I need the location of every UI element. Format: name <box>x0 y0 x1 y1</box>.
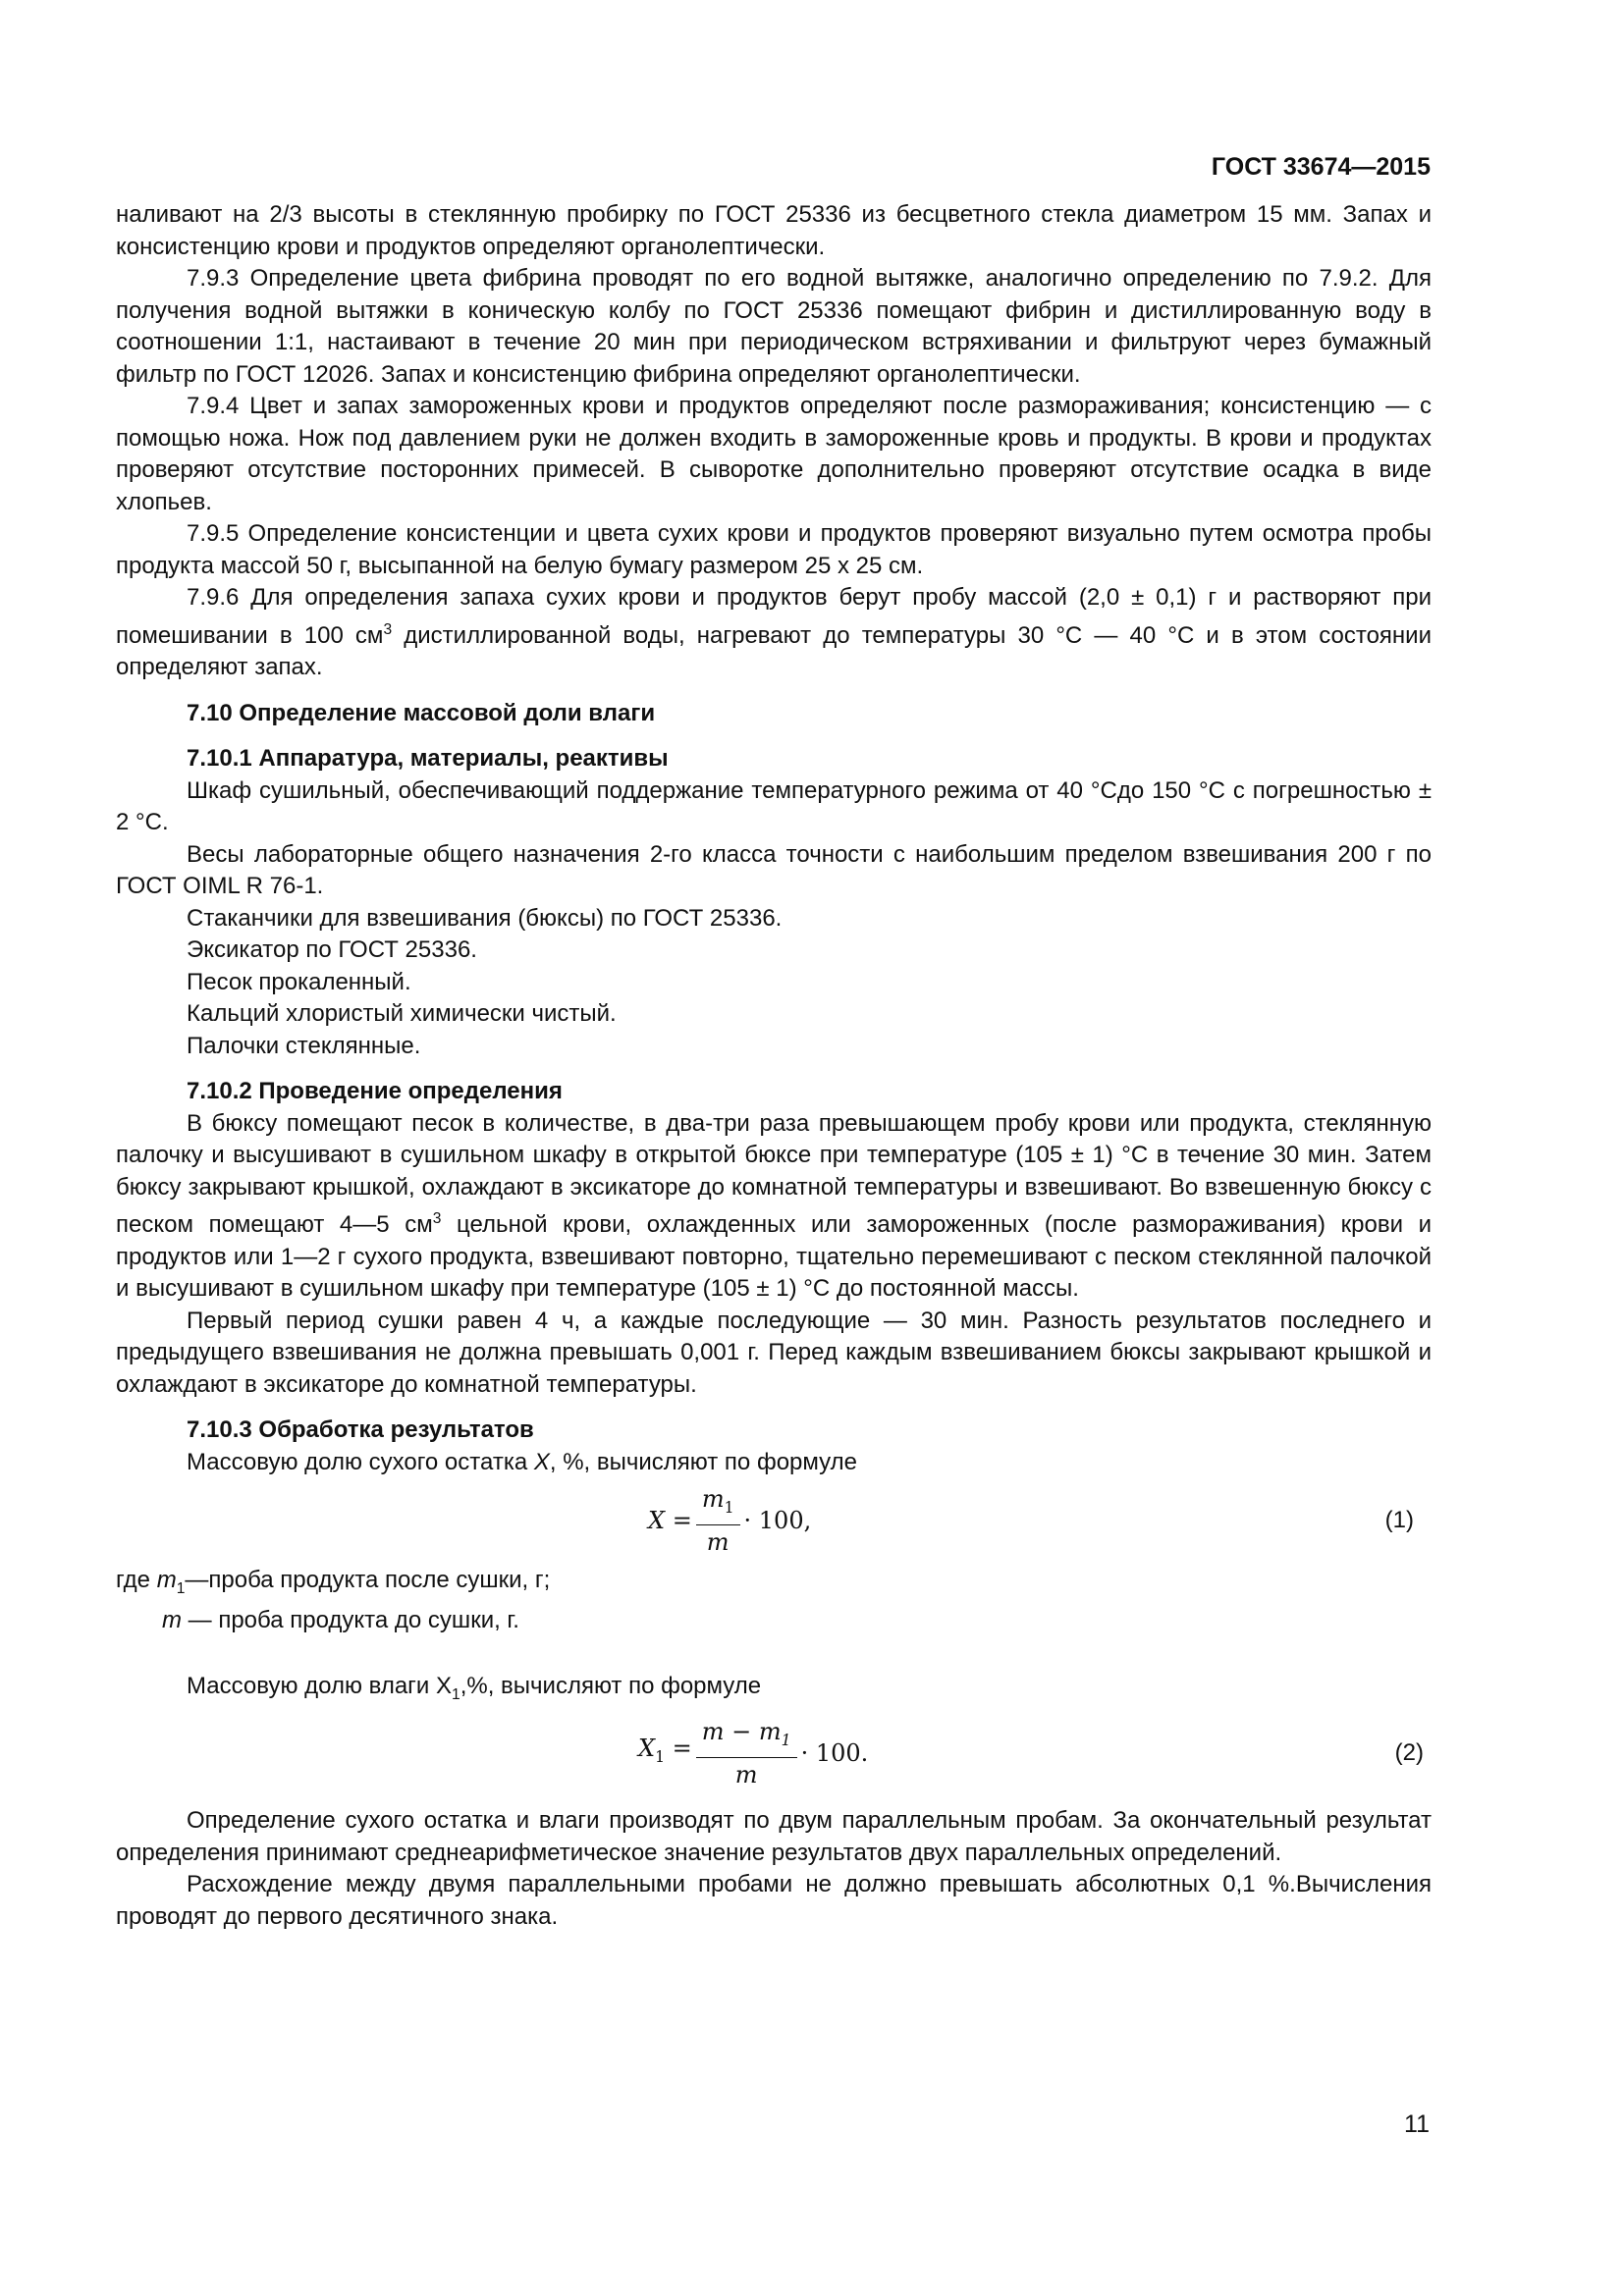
clause-7-9-3: 7.9.3 Определение цвета фибрина проводят по его водной вытяжке, аналогично определению по 7.9.2. Для получения водной вытяжки в коническую колбу по ГОСТ 25336 помещают фибрин и дистиллированную воду в соотношении 1:1, настаивают в течение 20 мин при периодическом встряхивании и фильтруют через бумажный фильтр по ГОСТ 12026. Запах и консистенцию фибрина определяют органолептически. <box>116 265 1432 388</box>
document-body <box>116 199 1432 1933</box>
standard-code-header: ГОСТ 33674—2015 <box>1211 153 1431 181</box>
formula-2-lhs: $X_1$ = <box>638 1735 692 1767</box>
equipment-scales: Весы лабораторные общего назначения 2-го класса точности с наибольшим пределом взвешивания 200 г по ГОСТ OIML R 76-1. <box>116 840 1432 899</box>
clause-7-9-4: 7.9.4 Цвет и запах замороженных крови и продуктов определяют после размораживания; консистенцию — с помощью ножа. Нож под давлением руки не должен входить в замороженные кровь и продукты. В крови и продуктах проверяют отсутствие посторонних примесей. В сыворотке дополнительно проверяют отсутствие осадка в виде хлопьев. <box>116 393 1432 515</box>
formula-1-intro: Массовую долю сухого остатка X, %, вычисляют по формуле <box>187 1448 857 1475</box>
heading-7-10-3: 7.10.3 Обработка результатов <box>187 1416 534 1443</box>
procedure-paragraph: В бюксу помещают песок в количестве, в два-три раза превышающем пробу крови или продукта, стеклянную палочку и высушивают в сушильном шкафу в открытой бюксе при температуре (105 ± 1) °С в течение 30 мин. Затем бюксу закрывают крышкой, охлаждают в эксикаторе до комнатной температуры и взвешивают. Во взвешенную бюксу с песком помещают 4—5 $см^3$ цельной крови, охлажденных или замороженных (после размораживания) крови и продуктов или 1—2 г сухого продукта, взвешивают повторно, тщательно перемешивают с песком стеклянной палочкой и высушивают в сушильном шкафу при температуре (105 ± 1) °С до постоянной массы. <box>116 1109 1432 1302</box>
formula-2-fraction: $\frac{m - m_1}{m}$ <box>696 1717 797 1789</box>
page-number: 11 <box>1404 2110 1430 2138</box>
where-m1: где $m_1—проба$ продукта после сушки, г; <box>116 1567 551 1597</box>
heading-7-10: 7.10 Определение массовой доли влаги <box>187 699 656 726</box>
equipment-oven: Шкаф сушильный, обеспечивающий поддержание температурного режима от 40 °Сдо 150 °С с погрешностью ± 2 °С. <box>116 776 1432 835</box>
final-paragraph-1: Определение сухого остатка и влаги производят по двум параллельным пробам. За окончательный результат определения принимают среднеарифметическое значение результатов двух параллельных определений. <box>116 1807 1432 1866</box>
heading-7-10-2: 7.10.2 Проведение определения <box>187 1078 563 1104</box>
list-item: Эксикатор по ГОСТ 25336. <box>187 936 477 963</box>
where-m: m — проба продукта до сушки, г. <box>162 1607 519 1634</box>
final-paragraph-2: Расхождение между двумя параллельными пробами не должно превышать абсолютных 0,1 %.Вычисления проводят до первого десятичного знака. <box>116 1871 1432 1930</box>
formula-1-lhs: X = <box>648 1506 692 1534</box>
clause-7-9-5: 7.9.5 Определение консистенции и цвета сухих крови и продуктов проверяют визуально путем осмотра пробы продукта массой 50 г, высыпанной на белую бумагу размером 25 x 25 см. <box>116 520 1432 579</box>
formula-1 <box>116 1482 1432 1559</box>
heading-7-10-1: 7.10.1 Аппаратура, материалы, реактивы <box>187 745 669 772</box>
list-item: Кальций хлористый химически чистый. <box>187 1000 617 1027</box>
formula-1-number: (1) <box>1384 1506 1414 1533</box>
formula-2-tail: · 100. <box>800 1738 869 1767</box>
formula-2-intro: Массовую долю влаги $X_1,\%$, вычисляют по формуле <box>187 1672 762 1703</box>
drying-period-paragraph: Первый период сушки равен 4 ч, а каждые последующие — 30 мин. Разность результатов последнего и предыдущего взвешивания не должна превышать 0,001 г. Перед каждым взвешиванием бюксы закрывают крышкой и охлаждают в эксикаторе до комнатной температуры. <box>116 1307 1432 1398</box>
paragraph-continued: наливают на 2/3 высоты в стеклянную пробирку по ГОСТ 25336 из бесцветного стекла диаметром 15 мм. Запах и консистенцию крови и продуктов определяют органолептически. <box>116 201 1432 260</box>
formula-2-number: (2) <box>1394 1738 1424 1766</box>
list-item: Песок прокаленный. <box>187 968 411 995</box>
clause-7-9-6: 7.9.6 Для определения запаха сухих крови и продуктов берут пробу массой (2,0 ± 0,1) г и растворяют при помешивании в 100 $см^3$ дистиллированной воды, нагревают до температуры 30 °С — 40 °С и в этом состоянии определяют запах. <box>116 584 1432 680</box>
formula-1-tail: · 100, <box>743 1506 812 1534</box>
formula-1-fraction: $\frac{m_1}{m}$ <box>696 1484 740 1557</box>
list-item: Палочки стеклянные. <box>187 1032 421 1059</box>
list-item: Стаканчики для взвешивания (бюксы) по ГОСТ 25336. <box>187 904 783 932</box>
formula-2 <box>116 1715 1432 1791</box>
